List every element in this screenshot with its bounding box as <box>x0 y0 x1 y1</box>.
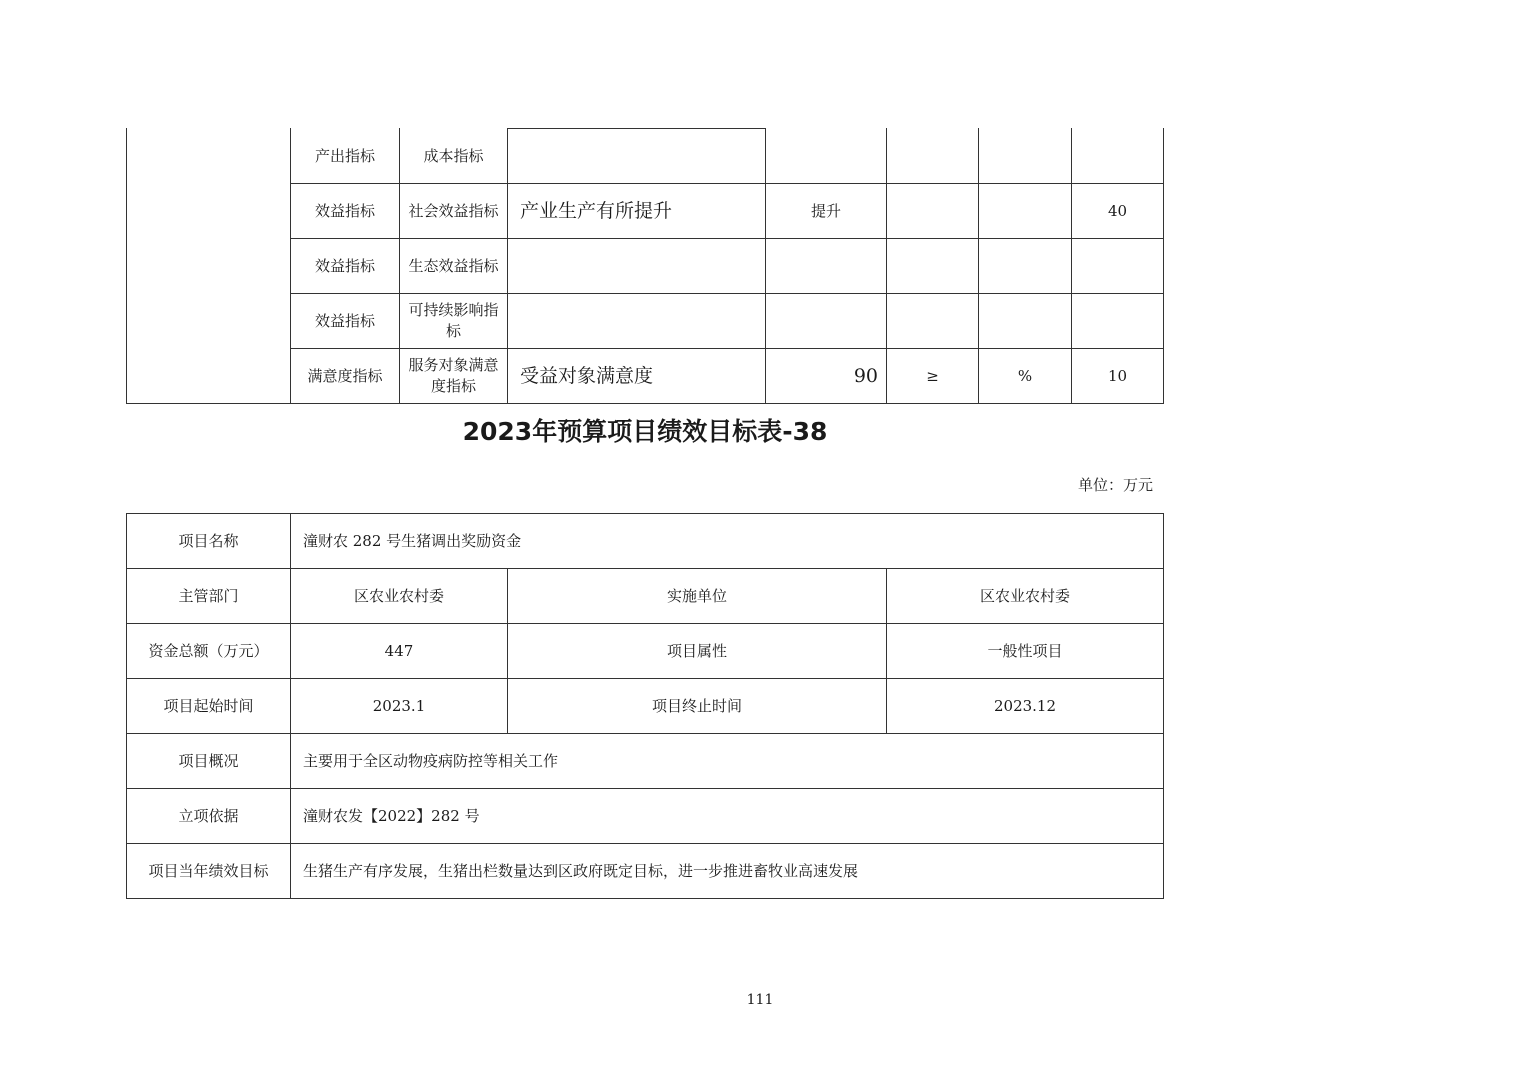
unit-label: 单位：万元 <box>1077 476 1153 494</box>
table-row-2-level1: 效益指标 <box>314 201 375 220</box>
start-label: 项目起始时间 <box>163 696 254 715</box>
attr-label: 项目属性 <box>666 641 727 660</box>
overview-label: 项目概况 <box>178 751 239 770</box>
attr-value: 一般性项目 <box>987 641 1063 660</box>
table-row-2-value: 提升 <box>810 201 841 220</box>
dept-label: 主管部门 <box>178 586 239 605</box>
end-value: 2023.12 <box>993 696 1057 715</box>
amount-label: 资金总额（万元） <box>148 641 269 660</box>
table-row-2-weight: 40 <box>1107 201 1128 220</box>
goal-value: 生猪生产有序发展，生猪出栏数量达到区政府既定目标，进一步推进畜牧业高速发展 <box>303 861 859 880</box>
table-row-4-level1: 效益指标 <box>314 311 375 330</box>
table-row-5-level3: 受益对象满意度 <box>520 364 654 387</box>
project-name-value: 潼财农 282 号生猪调出奖励资金 <box>303 531 522 550</box>
table-row-4-level2: 可持续影响指标 <box>408 301 499 340</box>
impl-label: 实施单位 <box>666 586 727 605</box>
dept-value: 区农业农村委 <box>353 586 444 605</box>
table-row-3-level1: 效益指标 <box>314 256 375 275</box>
table-row-5-unit: % <box>1017 366 1033 385</box>
page-title: 2023年预算项目绩效目标表-38 <box>462 417 828 446</box>
start-value: 2023.1 <box>372 696 426 715</box>
table-row-1-level2: 成本指标 <box>423 146 484 165</box>
goal-label: 项目当年绩效目标 <box>148 861 269 880</box>
table-row-5-operator: ≥ <box>926 366 939 385</box>
table-row-5-level1: 满意度指标 <box>307 366 383 385</box>
table-row-5-level2: 服务对象满意度指标 <box>408 356 499 395</box>
basis-label: 立项依据 <box>178 806 239 825</box>
table-row-3-level2: 生态效益指标 <box>408 256 499 275</box>
table-row-2-level2: 社会效益指标 <box>408 201 499 220</box>
project-name-label: 项目名称 <box>178 531 239 550</box>
table-row-1-level1: 产出指标 <box>314 146 375 165</box>
amount-value: 447 <box>384 641 414 660</box>
page-number: 111 <box>746 992 774 1008</box>
table-row-5-value: 90 <box>853 364 878 387</box>
end-label: 项目终止时间 <box>651 696 742 715</box>
table-row-5-weight: 10 <box>1107 366 1128 385</box>
overview-value: 主要用于全区动物疫病防控等相关工作 <box>303 751 559 770</box>
impl-value: 区农业农村委 <box>979 586 1070 605</box>
basis-value: 潼财农发【2022】282 号 <box>303 806 480 825</box>
table-row-2-level3: 产业生产有所提升 <box>520 199 673 222</box>
